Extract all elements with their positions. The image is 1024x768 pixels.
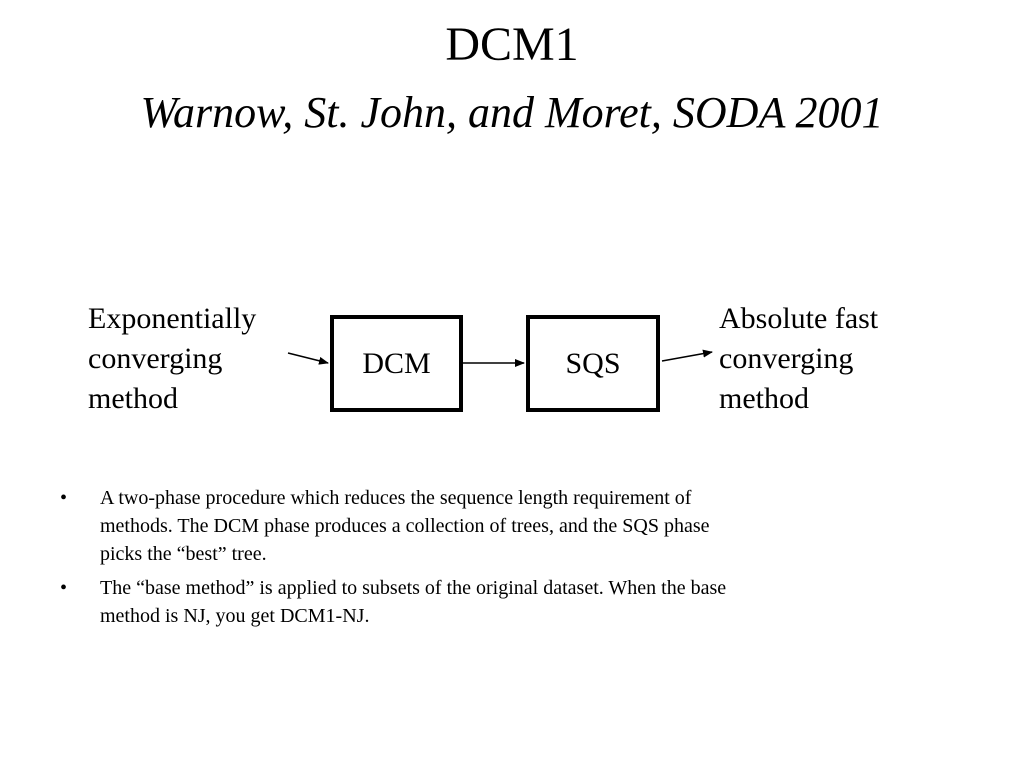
slide-subtitle: Warnow, St. John, and Moret, SODA 2001: [140, 88, 884, 137]
bullet-line: method is NJ, you get DCM1-NJ.: [100, 605, 370, 627]
bullet-line: methods. The DCM phase produces a collection of trees, and the SQS phase: [100, 515, 710, 537]
output-label-line: method: [719, 382, 809, 415]
bullet-list: [60, 484, 940, 636]
bullet-marker: •: [60, 487, 68, 509]
output-method-label: [719, 299, 878, 419]
input-arrow: [288, 353, 328, 363]
dcm-box-label: DCM: [362, 346, 431, 380]
input-label-line: method: [88, 382, 178, 415]
bullet-item: [60, 574, 940, 630]
sqs-box-label: SQS: [565, 346, 621, 380]
input-method-label: [88, 299, 256, 419]
bullet-line: A two-phase procedure which reduces the sequence length requirement of: [100, 487, 692, 509]
input-label-line: converging: [88, 342, 223, 375]
bullet-line: The “base method” is applied to subsets of the original dataset. When the base: [100, 577, 727, 599]
bullet-item: [60, 484, 940, 568]
dcm-box: [330, 315, 463, 412]
slide-title: DCM1: [445, 18, 579, 71]
sqs-box: [526, 315, 660, 412]
input-label-line: Exponentially: [88, 302, 257, 335]
output-arrow: [662, 352, 712, 361]
bullet-line: picks the “best” tree.: [100, 543, 267, 565]
bullet-marker: •: [60, 577, 68, 599]
output-label-line: Absolute fast: [719, 302, 879, 335]
output-label-line: converging: [719, 342, 854, 375]
